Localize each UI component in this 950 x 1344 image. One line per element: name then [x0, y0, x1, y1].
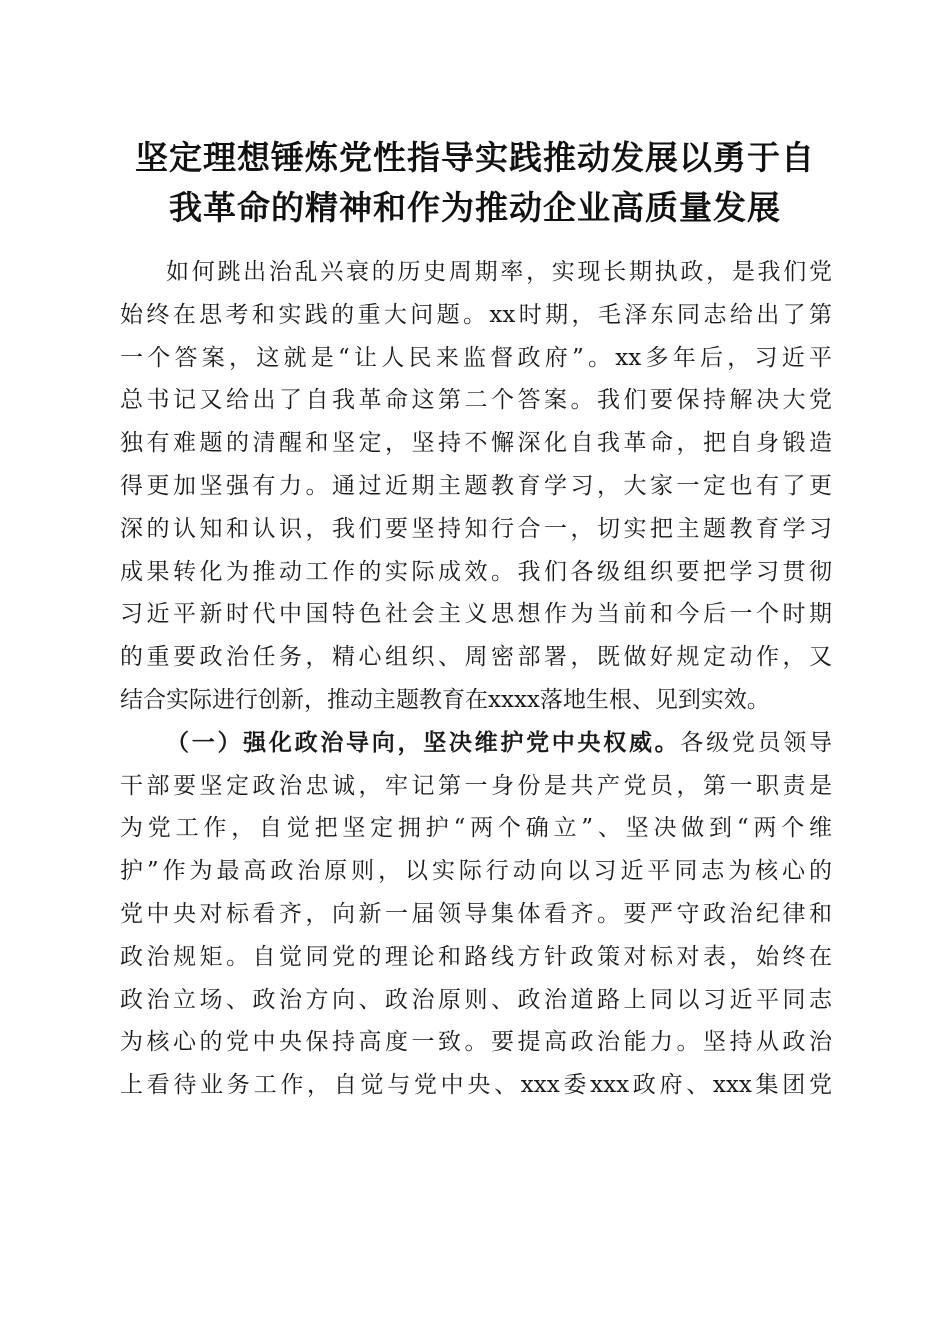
- document-title: [110, 133, 840, 233]
- title-line-2: 我革命的精神和作为推动企业高质量发展: [169, 188, 781, 227]
- text-line: 的重要政治任务，精心组织、周密部署，既做好规定动作，又: [120, 644, 832, 671]
- text-line: 结合实际进行创新，推动主题教育在xxxx落地生根、见到实效。: [120, 686, 770, 713]
- text-line: 护”作为最高政治原则，以实际行动向以习近平同志为核心的: [120, 858, 832, 885]
- text-line: 为核心的党中央保持高度一致。要提高政治能力。坚持从政治: [120, 1029, 832, 1056]
- text-line: 成果转化为推动工作的实际成效。我们各级组织要把学习贯彻: [120, 558, 832, 585]
- text-line: 如何跳出治乱兴衰的历史周期率，实现长期执政，是我们党: [166, 259, 832, 285]
- text-line: 习近平新时代中国特色社会主义思想作为当前和今后一个时期: [120, 601, 832, 628]
- heading-line-rest: 各级党员领导: [680, 729, 832, 756]
- text-line: 始终在思考和实践的重大问题。xx时期，毛泽东同志给出了第: [120, 301, 832, 328]
- section-heading: （一）强化政治导向，坚决维护党中央权威。: [166, 728, 681, 756]
- title-line-1: 坚定理想锤炼党性指导实践推动发展以勇于自: [135, 138, 815, 177]
- paragraph-2: [120, 722, 832, 1107]
- text-line: 为党工作，自觉把坚定拥护“两个确立”、坚决做到“两个维: [120, 815, 832, 842]
- document-body: [120, 251, 832, 1107]
- text-line: 总书记又给出了自我革命这第二个答案。我们要保持解决大党: [120, 387, 832, 414]
- text-line: 政治立场、政治方向、政治原则、政治道路上同以习近平同志: [120, 986, 832, 1013]
- paragraph-1: [120, 251, 832, 722]
- text-line: 一个答案，这就是“让人民来监督政府”。xx多年后，习近平: [120, 344, 832, 371]
- text-line: 独有难题的清醒和坚定，坚持不懈深化自我革命，把自身锻造: [120, 430, 832, 457]
- text-line: 得更加坚强有力。通过近期主题教育学习，大家一定也有了更: [120, 472, 832, 499]
- text-line: 深的认知和认识，我们要坚持知行合一，切实把主题教育学习: [120, 515, 832, 542]
- text-line-with-heading: [120, 722, 832, 765]
- text-line: 政治规矩。自觉同党的理论和路线方针政策对标对表，始终在: [120, 943, 832, 970]
- text-line: 上看待业务工作，自觉与党中央、xxx委xxx政府、xxx集团党: [120, 1072, 832, 1099]
- text-line: 干部要坚定政治忠诚，牢记第一身份是共产党员，第一职责是: [120, 772, 832, 799]
- text-line: 党中央对标看齐，向新一届领导集体看齐。要严守政治纪律和: [120, 900, 832, 927]
